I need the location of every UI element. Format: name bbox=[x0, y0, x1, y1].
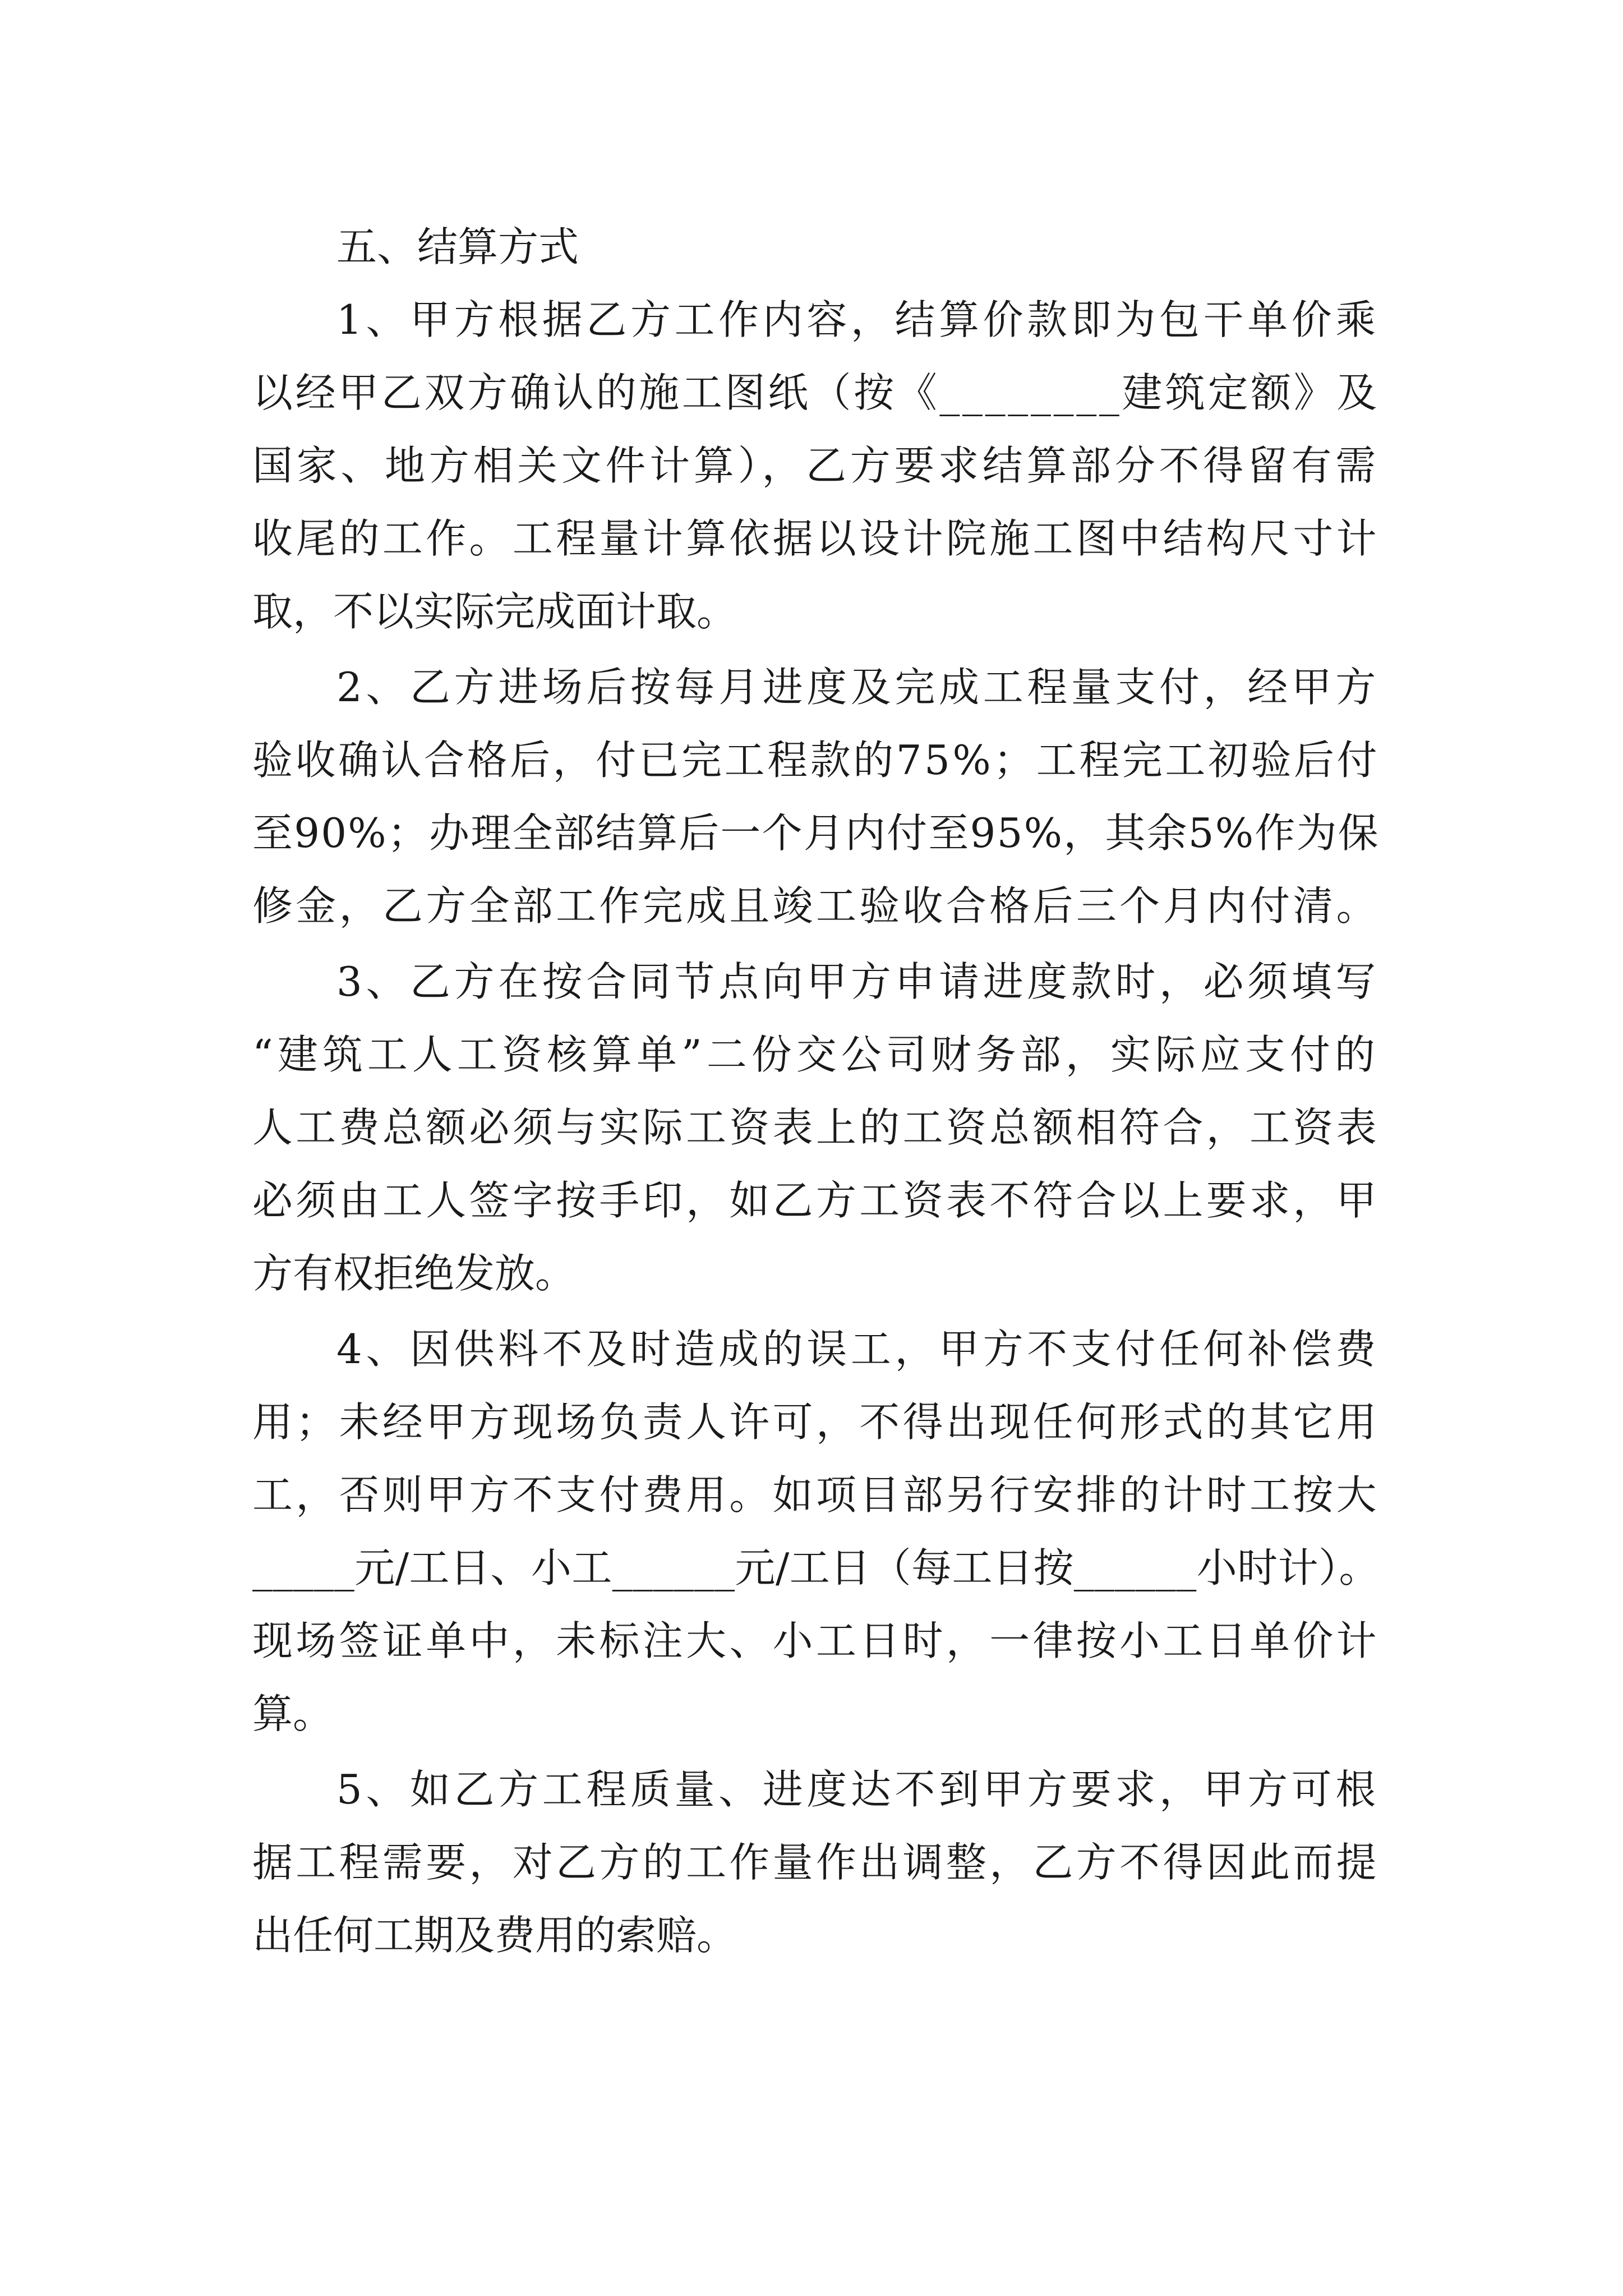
clause-5-line: 5、如乙方工程质量、进度达不到甲方要求，甲方可根 bbox=[336, 1766, 1380, 1813]
clause-3-line: 必须由工人签字按手印，如乙方工资表不符合以上要求，甲 bbox=[252, 1177, 1380, 1224]
clause-3-line: 3、乙方在按合同节点向甲方申请进度款时，必须填写 bbox=[336, 958, 1380, 1005]
clause-4-line: 4、因供料不及时造成的误工，甲方不支付任何补偿费 bbox=[336, 1326, 1380, 1373]
clause-1-line: 以经甲乙双方确认的施工图纸（按《________建筑定额》及 bbox=[252, 369, 1380, 416]
clause-4-line: 用；未经甲方现场负责人许可，不得出现任何形式的其它用 bbox=[252, 1398, 1380, 1446]
clause-3-line: “建筑工人工资核算单”二份交公司财务部，实际应支付的 bbox=[252, 1031, 1380, 1078]
clause-1-line: 国家、地方相关文件计算），乙方要求结算部分不得留有需 bbox=[252, 442, 1380, 489]
clause-4-line: 算。 bbox=[252, 1690, 334, 1737]
clause-4-line: 现场签证单中，未标注大、小工日时，一律按小工日单价计 bbox=[252, 1617, 1380, 1664]
clause-1-line: 取，不以实际完成面计取。 bbox=[252, 588, 737, 635]
clause-2-line: 验收确认合格后，付已完工程款的75%；工程完工初验后付 bbox=[252, 737, 1380, 784]
clause-2-line: 2、乙方进场后按每月进度及完成工程量支付，经甲方 bbox=[336, 664, 1380, 711]
clause-4-line: _____元/工日、小工______元/工日（每工日按______小时计）。 bbox=[252, 1544, 1380, 1591]
clause-1-line: 收尾的工作。工程量计算依据以设计院施工图中结构尺寸计 bbox=[252, 515, 1380, 562]
clause-5-line: 出任何工期及费用的索赔。 bbox=[252, 1912, 737, 1959]
clause-4-line: 工，否则甲方不支付费用。如项目部另行安排的计时工按大 bbox=[252, 1471, 1380, 1519]
document-body bbox=[252, 210, 1380, 1972]
section-heading: 五、结算方式 bbox=[336, 223, 579, 270]
clause-1-line: 1、甲方根据乙方工作内容，结算价款即为包干单价乘 bbox=[336, 296, 1380, 343]
clause-2-line: 修金，乙方全部工作完成且竣工验收合格后三个月内付清。 bbox=[252, 882, 1380, 930]
clause-2-line: 至90%；办理全部结算后一个月内付至95%，其余5%作为保 bbox=[252, 809, 1380, 857]
clause-5-line: 据工程需要，对乙方的工作量作出调整，乙方不得因此而提 bbox=[252, 1839, 1380, 1886]
clause-3-line: 方有权拒绝发放。 bbox=[252, 1250, 576, 1297]
clause-3-line: 人工费总额必须与实际工资表上的工资总额相符合，工资表 bbox=[252, 1104, 1380, 1151]
